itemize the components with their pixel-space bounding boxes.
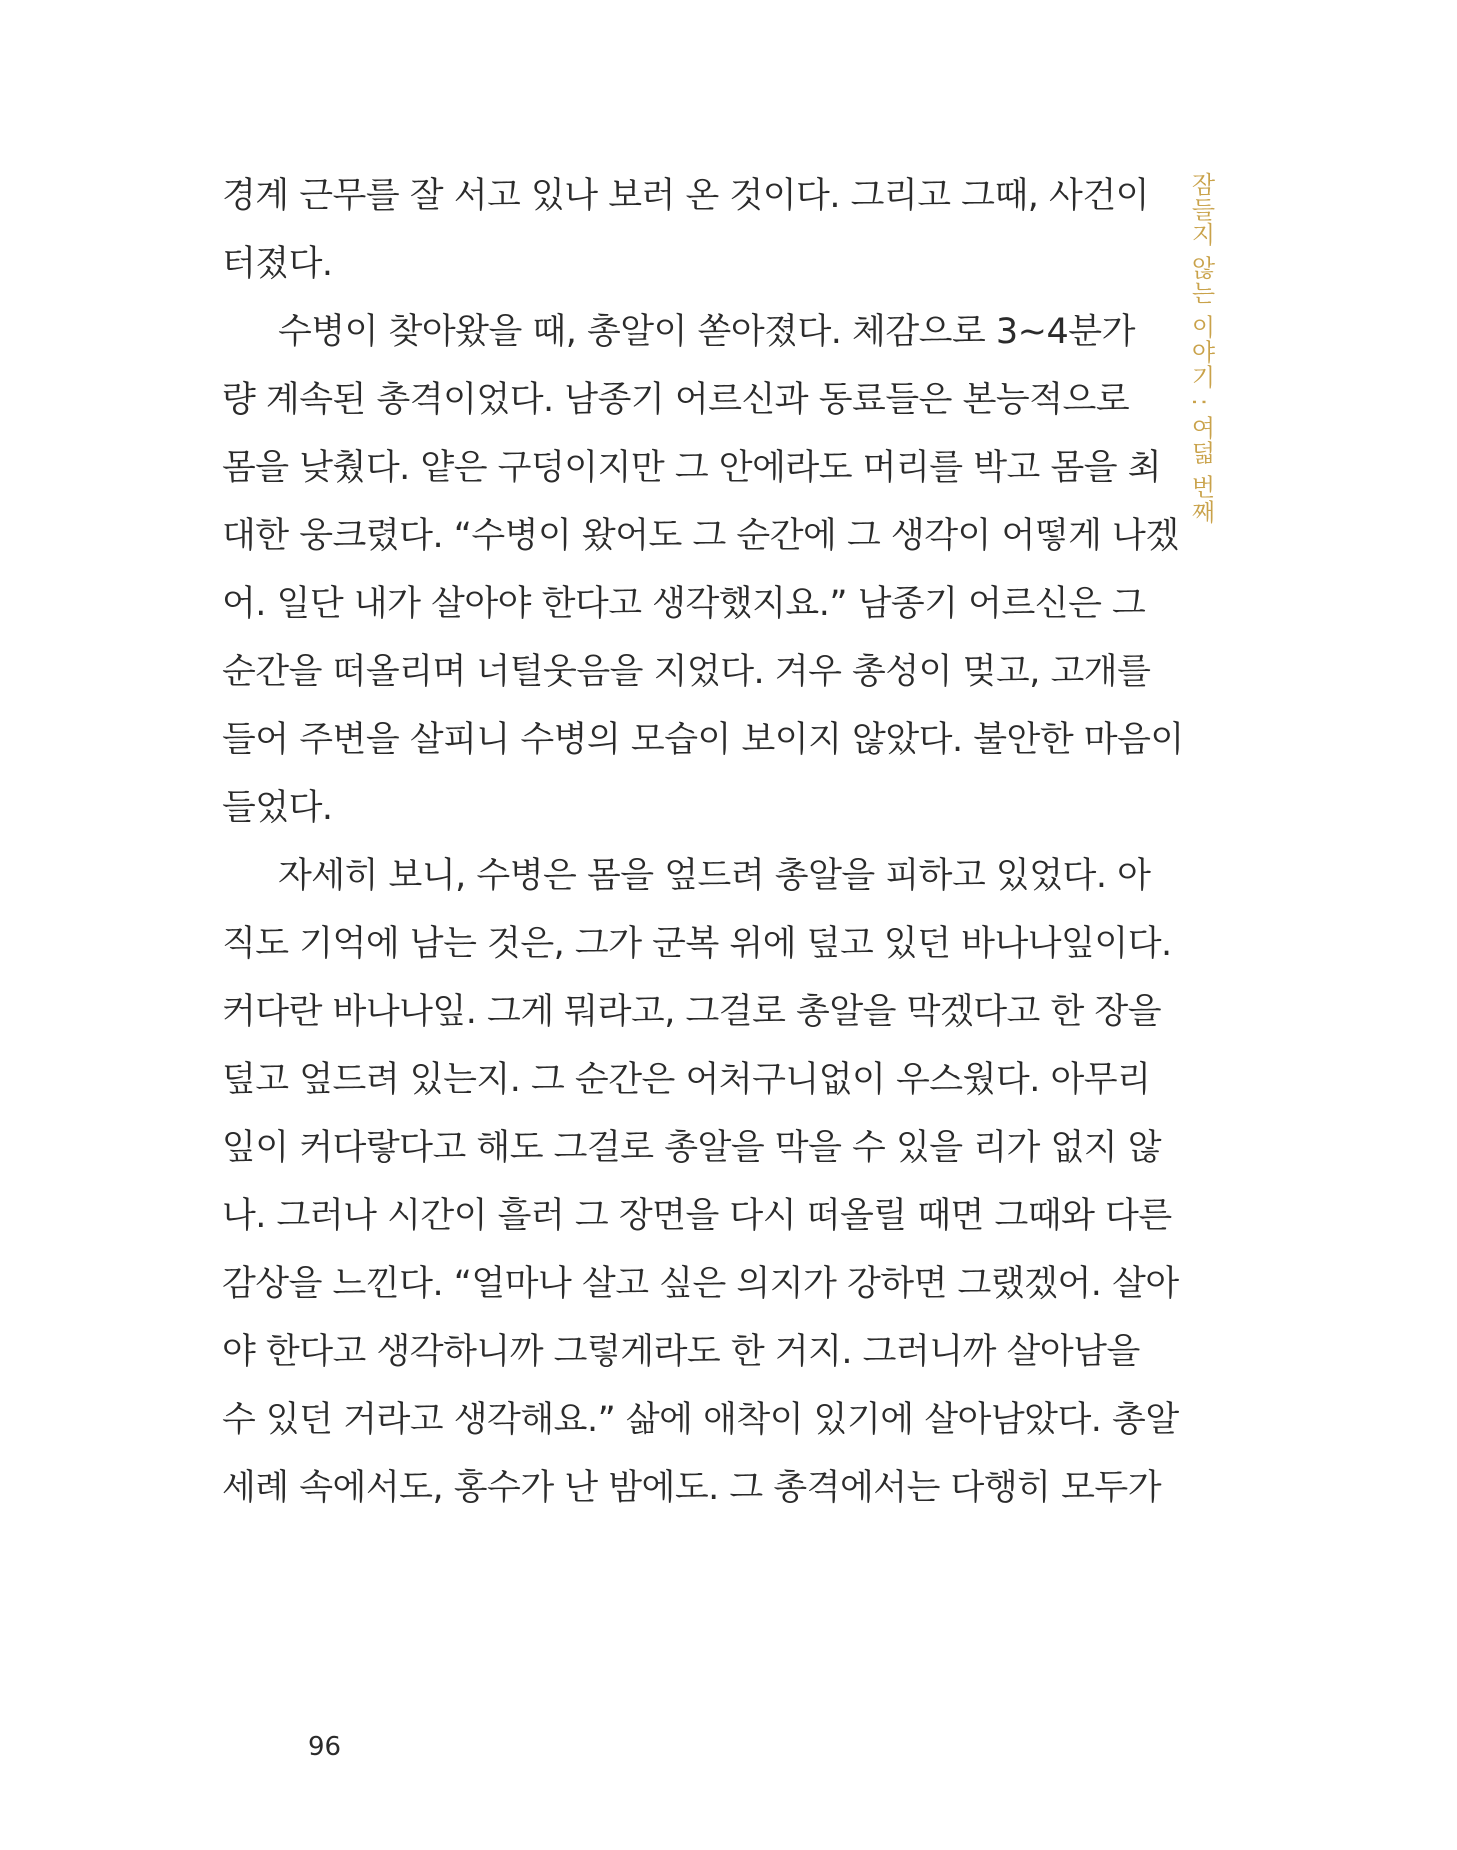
text-line: 들었다. — [222, 788, 333, 828]
text-line: 커다란 바나나잎. 그게 뭐라고, 그걸로 총알을 막겠다고 한 장을 — [222, 992, 1162, 1032]
text-line: 몸을 낮췄다. 얕은 구덩이지만 그 안에라도 머리를 박고 몸을 최 — [222, 448, 1162, 488]
text-line: 덮고 엎드려 있는지. 그 순간은 어처구니없이 우스웠다. 아무리 — [222, 1060, 1151, 1100]
text-line: 어. 일단 내가 살아야 한다고 생각했지요.” 남종기 어르신은 그 — [222, 584, 1146, 624]
text-line: 야 한다고 생각하니까 그렇게라도 한 거지. 그러니까 살아남을 — [222, 1332, 1140, 1372]
text-line: 수병이 찾아왔을 때, 총알이 쏟아졌다. 체감으로 3~4분가 — [278, 312, 1135, 352]
text-line: 직도 기억에 남는 것은, 그가 군복 위에 덮고 있던 바나나잎이다. — [222, 924, 1172, 964]
text-line: 경계 근무를 잘 서고 있나 보러 온 것이다. 그리고 그때, 사건이 — [222, 176, 1149, 216]
text-line: 나. 그러나 시간이 흘러 그 장면을 다시 떠올릴 때면 그때와 다른 — [222, 1196, 1172, 1236]
text-line: 자세히 보니, 수병은 몸을 엎드려 총알을 피하고 있었다. 아 — [278, 856, 1151, 896]
text-line: 세례 속에서도, 홍수가 난 밤에도. 그 총격에서는 다행히 모두가 — [222, 1468, 1162, 1508]
text-line: 수 있던 거라고 생각해요.” 삶에 애착이 있기에 살아남았다. 총알 — [222, 1400, 1179, 1440]
text-line: 감상을 느낀다. “얼마나 살고 싶은 의지가 강하면 그랬겠어. 살아 — [222, 1264, 1179, 1304]
text-line: 대한 웅크렸다. “수병이 왔어도 그 순간에 그 생각이 어떻게 나겠 — [222, 516, 1179, 556]
text-line: 량 계속된 총격이었다. 남종기 어르신과 동료들은 본능적으로 — [222, 380, 1130, 420]
running-title: 잠들지 않는 이야기 : 여덟 번째 — [1187, 172, 1215, 525]
body-text — [222, 162, 1184, 1522]
text-line: 터졌다. — [222, 244, 333, 284]
text-line: 들어 주변을 살피니 수병의 모습이 보이지 않았다. 불안한 마음이 — [222, 720, 1184, 760]
text-line: 순간을 떠올리며 너털웃음을 지었다. 겨우 총성이 멎고, 고개를 — [222, 652, 1151, 692]
text-line: 잎이 커다랗다고 해도 그걸로 총알을 막을 수 있을 리가 없지 않 — [222, 1128, 1162, 1168]
page-number: 96 — [308, 1732, 342, 1762]
